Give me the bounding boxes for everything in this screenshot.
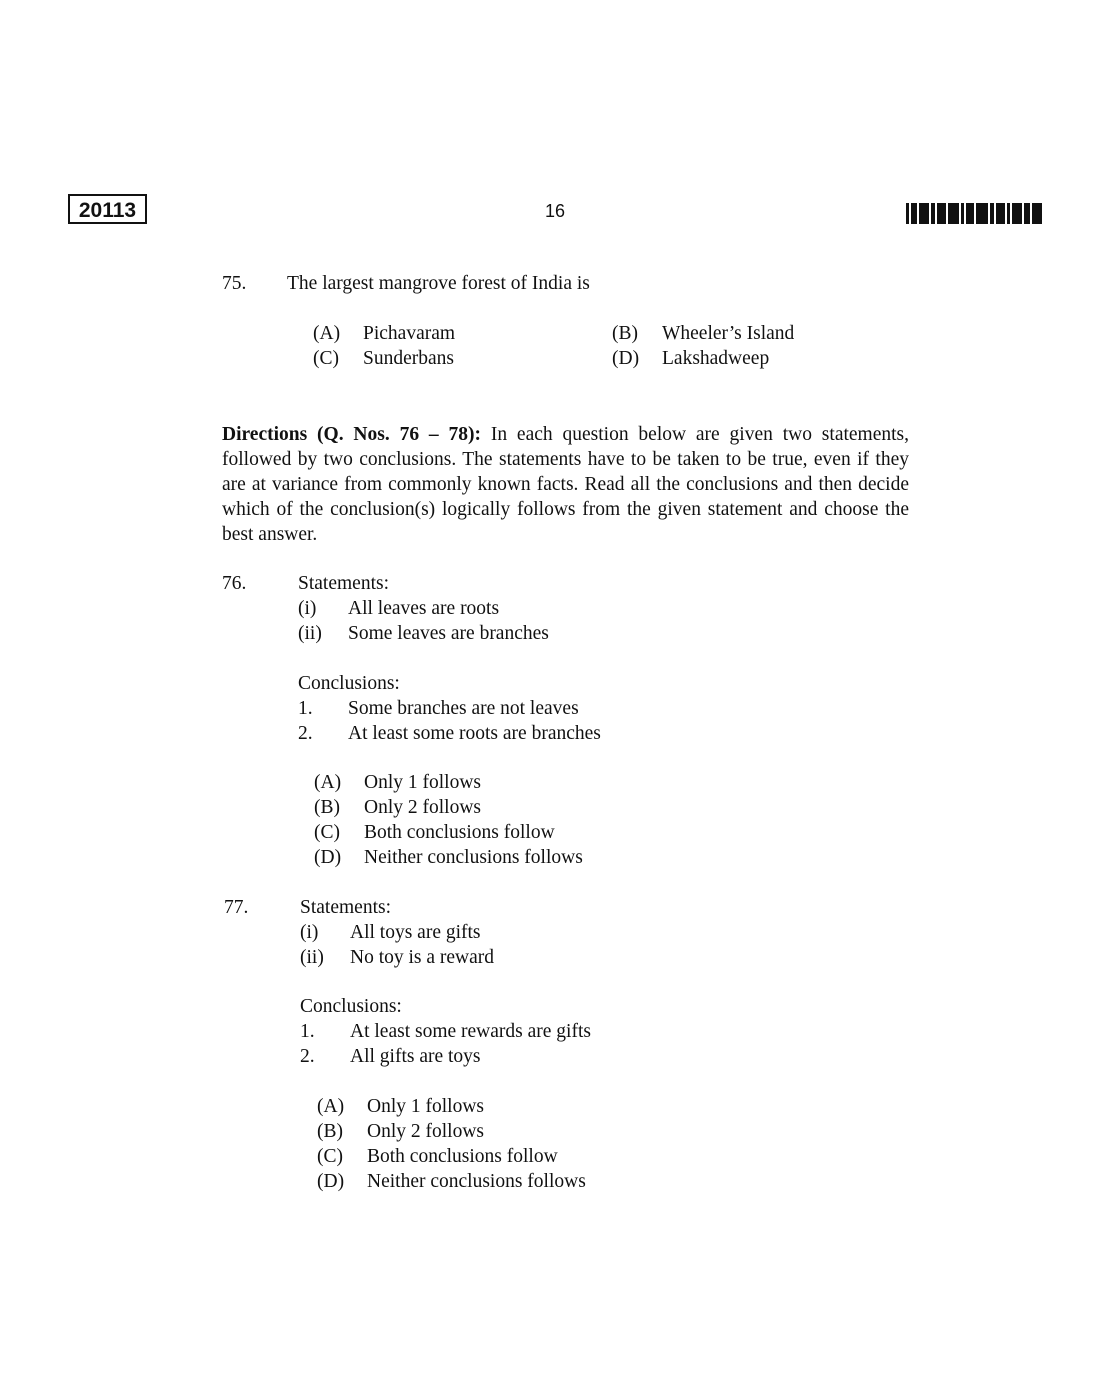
option-label: (A) <box>314 772 342 793</box>
q77-option-c <box>317 1145 558 1169</box>
option-text: Only 2 follows <box>367 1121 484 1142</box>
option-text: Wheeler’s Island <box>662 323 795 344</box>
option-text: Sunderbans <box>363 348 454 369</box>
option-label: (D) <box>612 348 640 369</box>
q75-option-b <box>612 322 794 346</box>
directions-heading: Directions (Q. Nos. 76 – 78): <box>222 424 481 445</box>
option-label: (A) <box>317 1096 345 1117</box>
q77-conclusions-label: Conclusions: <box>300 996 402 1017</box>
q75-option-d <box>612 347 769 371</box>
q75-option-c <box>313 347 454 371</box>
statement-label: (i) <box>298 598 317 619</box>
option-text: Pichavaram <box>363 323 456 344</box>
conclusion-text: All gifts are toys <box>350 1046 481 1067</box>
statement-text: No toy is a reward <box>350 947 495 968</box>
conclusion-label: 1. <box>298 698 313 719</box>
statement-label: (i) <box>300 922 319 943</box>
barcode <box>906 203 1044 224</box>
paper-code-box: 20113 <box>68 194 147 224</box>
q76-number: 76. <box>222 573 247 594</box>
option-label: (B) <box>612 323 638 344</box>
option-label: (B) <box>314 797 340 818</box>
q76-statement-2 <box>298 622 549 646</box>
option-text: Only 1 follows <box>364 772 481 793</box>
option-text: Both conclusions follow <box>364 822 555 843</box>
option-text: Only 1 follows <box>367 1096 484 1117</box>
q76-statements-label: Statements: <box>298 573 389 594</box>
conclusion-label: 2. <box>298 723 313 744</box>
option-label: (C) <box>313 348 339 369</box>
q77-option-d <box>317 1170 586 1194</box>
option-text: Only 2 follows <box>364 797 481 818</box>
q77-statement-2 <box>300 946 494 970</box>
q77-statements-label: Statements: <box>300 897 391 918</box>
q75-number: 75. <box>222 273 247 294</box>
option-text: Lakshadweep <box>662 348 770 369</box>
statement-text: All leaves are roots <box>348 598 500 619</box>
option-label: (A) <box>313 323 341 344</box>
q76-option-d <box>314 846 583 870</box>
statement-text: All toys are gifts <box>350 922 481 943</box>
q77-conclusion-2 <box>300 1045 481 1069</box>
option-label: (C) <box>314 822 340 843</box>
option-text: Both conclusions follow <box>367 1146 558 1167</box>
q77-number: 77. <box>224 897 249 918</box>
conclusion-label: 1. <box>300 1021 315 1042</box>
option-label: (D) <box>317 1171 345 1192</box>
q76-conclusion-1 <box>298 697 579 721</box>
option-text: Neither conclusions follows <box>367 1171 586 1192</box>
q77-option-b <box>317 1120 484 1144</box>
statement-text: Some leaves are branches <box>348 623 549 644</box>
q77-statement-1 <box>300 921 481 945</box>
q76-statement-1 <box>298 597 499 621</box>
q75-option-a <box>313 322 455 346</box>
q76-conclusion-2 <box>298 722 601 746</box>
q76-conclusions-label: Conclusions: <box>298 673 400 694</box>
q76-option-c <box>314 821 555 845</box>
q77-option-a <box>317 1095 484 1119</box>
q75-question: The largest mangrove forest of India is <box>287 273 590 294</box>
directions-text: In each question below are given two statements, followed by two conclusions. The statements have to be taken to be true, even if they are at variance from commonly known facts. Read all the conclusions and then decide which of the conclusion(s) logically follows from the given statement and choose the best answer. <box>222 424 909 545</box>
page-number: 16 <box>544 201 566 221</box>
statement-label: (ii) <box>298 623 322 644</box>
conclusion-text: At least some roots are branches <box>348 723 601 744</box>
option-label: (D) <box>314 847 342 868</box>
option-label: (C) <box>317 1146 343 1167</box>
option-text: Neither conclusions follows <box>364 847 583 868</box>
conclusion-text: At least some rewards are gifts <box>350 1021 591 1042</box>
statement-label: (ii) <box>300 947 324 968</box>
option-label: (B) <box>317 1121 343 1142</box>
conclusion-text: Some branches are not leaves <box>348 698 579 719</box>
q77-conclusion-1 <box>300 1020 591 1044</box>
conclusion-label: 2. <box>300 1046 315 1067</box>
q76-option-a <box>314 771 481 795</box>
directions-paragraph <box>222 422 909 547</box>
q76-option-b <box>314 796 481 820</box>
